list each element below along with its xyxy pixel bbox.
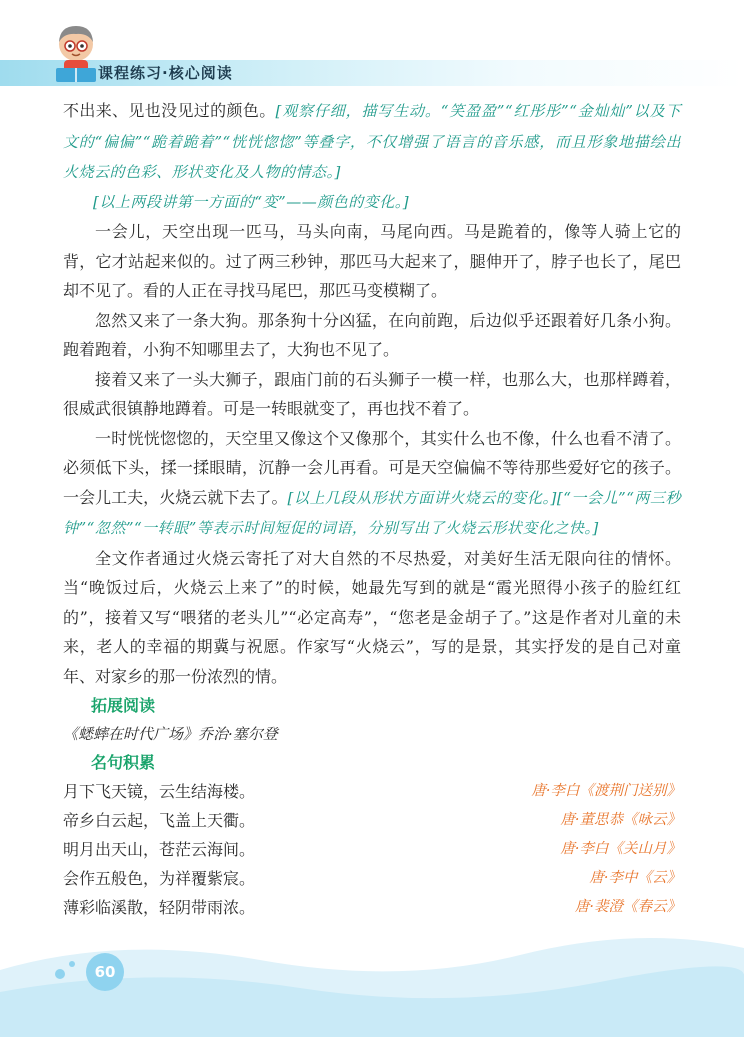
paragraph-summary: 全文作者通过火烧云寄托了对大自然的不尽热爱，对美好生活无限向往的情怀。当“晚饭过后，火烧云上来了”的时候，她最先写到的就是“霞光照得小孩子的脸红红的”，接着又写“喂猪的老头儿”“必定高寿”，“您老是金胡子了。”这是作者对儿童的未来，老人的幸福的期冀与祝愿。作家写“火烧云”，写的是景，其实抒发的是自己对童年、对家乡的那一份浓烈的情。 bbox=[63, 548, 681, 686]
quote-source: 唐·李白《渡荆门送别》 bbox=[531, 783, 681, 799]
quote-line: 月下飞天镜，云生结海楼。 bbox=[63, 782, 256, 801]
quote-source: 唐·李中《云》 bbox=[589, 870, 681, 886]
quotes-list bbox=[63, 777, 681, 922]
quote-source: 唐·裴澄《春云》 bbox=[574, 899, 681, 915]
paragraph-fading-text: 一时恍恍惚惚的，天空里又像这个又像那个，其实什么也不像，什么也看不清了。必须低下头，揉一揉眼睛，沉静一会儿再看。可是天空偏偏不等待那些爱好它的孩子。一会儿工夫，火烧云就下去了。 bbox=[63, 428, 681, 507]
quotes-title: 名句积累 bbox=[91, 753, 156, 772]
paragraph-horse: 一会儿，天空出现一匹马，马头向南，马尾向西。马是跪着的，像等人骑上它的背，它才站起来似的。过了两三秒钟，那匹马大起来了，腿伸开了，脖子也长了，尾巴却不见了。看的人正在寻找马尾巴，那匹马变模糊了。 bbox=[63, 222, 681, 300]
quote-line: 会作五般色，为祥覆紫宸。 bbox=[63, 869, 256, 888]
quote-source: 唐·董思恭《咏云》 bbox=[560, 812, 681, 828]
quote-line: 帝乡白云起，飞盖上天衢。 bbox=[63, 811, 256, 830]
extended-reading-book: 《蟋蟀在时代广场》乔治·塞尔登 bbox=[63, 725, 278, 743]
main-content bbox=[63, 96, 681, 922]
annotation-1: [观察仔细，描写生动。“笑盈盈”“红彤彤”“金灿灿”以及下文的“偏偏”“跪着跪着”“恍恍惚惚”等叠字，不仅增强了语言的音乐感，而且形象地描绘出火烧云的色彩、形状变化及人物的情态。] bbox=[63, 102, 681, 181]
paragraph-1-text: 不出来、见也没见过的颜色。 bbox=[63, 101, 276, 120]
header-title: 课程练习·核心阅读 bbox=[98, 64, 233, 82]
annotation-2: [以上两段讲第一方面的“变”——颜色的变化。] bbox=[93, 192, 410, 211]
paragraph-dog: 忽然又来了一条大狗。那条狗十分凶猛，在向前跑，后边似乎还跟着好几条小狗。跑着跑着，小狗不知哪里去了，大狗也不见了。 bbox=[63, 310, 681, 359]
quote-source: 唐·李白《关山月》 bbox=[560, 841, 681, 857]
paragraph-lion: 接着又来了一头大狮子，跟庙门前的石头狮子一模一样，也那么大，也那样蹲着，很威武很镇静地蹲着。可是一转眼就变了，再也找不着了。 bbox=[63, 369, 681, 418]
quote-item bbox=[63, 777, 681, 806]
quote-item bbox=[63, 835, 681, 864]
extended-reading-title: 拓展阅读 bbox=[91, 696, 156, 715]
paragraph-fading bbox=[63, 424, 681, 544]
mascot-reading-icon bbox=[50, 22, 102, 86]
page-number: 60 bbox=[86, 953, 124, 991]
quote-line: 薄彩临溪散，轻阴带雨浓。 bbox=[63, 898, 256, 917]
quote-item bbox=[63, 864, 681, 893]
quote-item bbox=[63, 806, 681, 835]
quote-item bbox=[63, 893, 681, 922]
annotation-3: [以上几段从形状方面讲火烧云的变化。][“一会儿”“两三秒钟”“忽然”“一转眼”等表示时间短促的词语，分别写出了火烧云形状变化之快。] bbox=[63, 488, 681, 537]
paragraph-1 bbox=[63, 96, 681, 188]
quote-line: 明月出天山，苍茫云海间。 bbox=[63, 840, 256, 859]
